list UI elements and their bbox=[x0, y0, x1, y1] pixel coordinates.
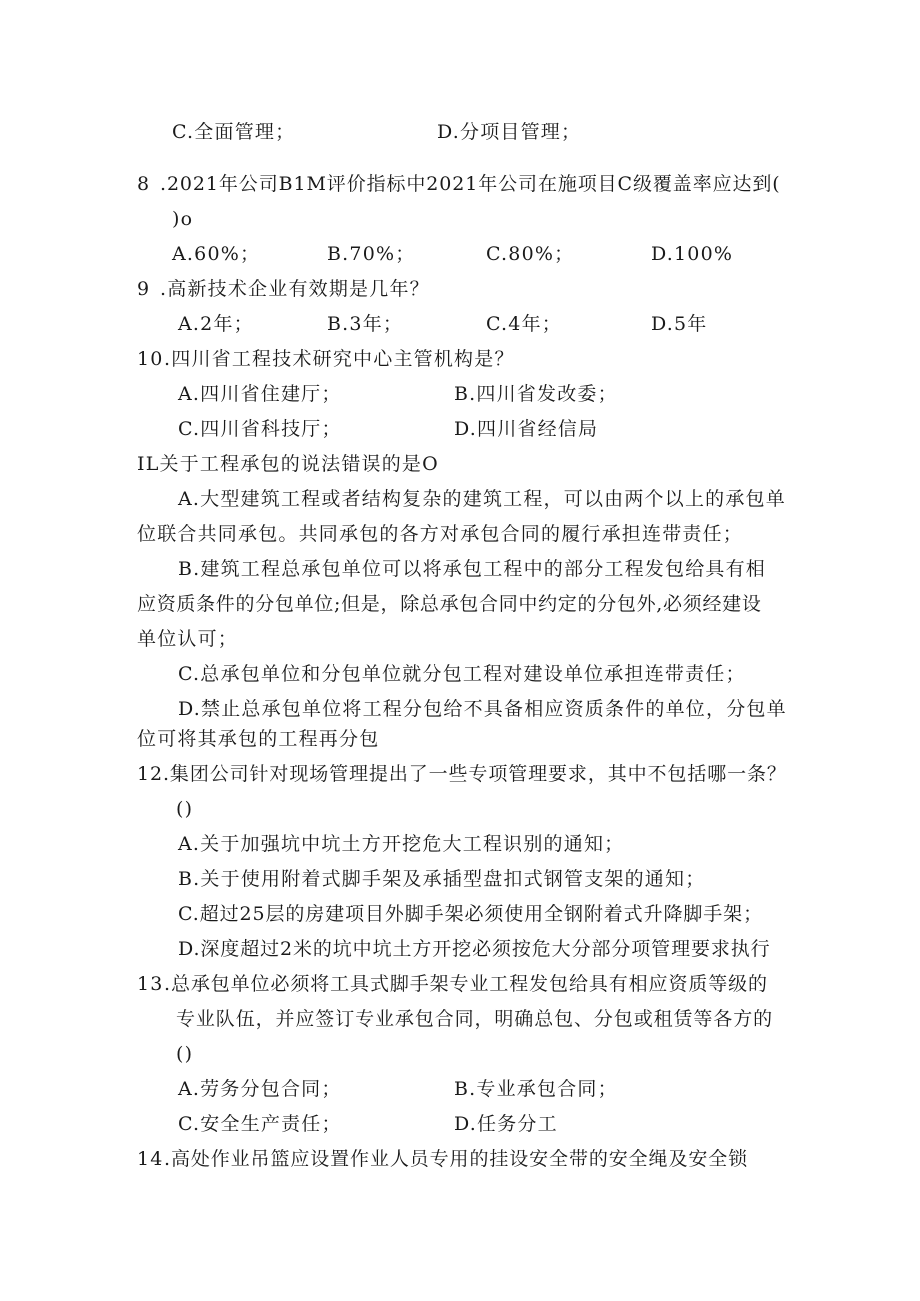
q12-stem: 12.集团公司针对现场管理提出了一些专项管理要求，其中不包括哪一条？ bbox=[137, 763, 787, 785]
q14-stem: .高处作业吊篮应设置作业人员专用的挂设安全带的安全绳及安全锁 bbox=[164, 1148, 749, 1170]
q13-stem-cont: 专业队伍，并应签订专业承包合同，明确总包、分包或租赁等各方的 bbox=[176, 1008, 774, 1030]
q11-option-d-cont: 位可将其承包的工程再分包 bbox=[137, 728, 380, 750]
q13-option-d: D.任务分工 bbox=[454, 1113, 558, 1135]
q10-stem: .四川省工程技术研究中心主管机构是？ bbox=[164, 348, 515, 370]
q10-number: 10 bbox=[137, 348, 164, 370]
q7-option-c: C.全面管理； bbox=[172, 121, 296, 143]
q8-number: 8 bbox=[137, 173, 151, 195]
q11-option-a-cont: 位联合共同承包。共同承包的各方对承包合同的履行承担连带责任； bbox=[137, 523, 744, 545]
q12-option-b: B.关于使用附着式脚手架及承插型盘扣式钢管支架的通知； bbox=[178, 868, 706, 890]
q10-option-a: A.四川省住建厅； bbox=[178, 383, 342, 405]
q8-option-d: D.100% bbox=[651, 243, 734, 265]
q9-stem: .高新技术企业有效期是几年？ bbox=[160, 278, 430, 300]
q12-blank: () bbox=[176, 798, 194, 820]
q13-option-b: B.专业承包合同； bbox=[454, 1078, 618, 1100]
q8-stem: .2021年公司B1M评价指标中2021年公司在施项目C级覆盖率应达到( bbox=[160, 173, 781, 195]
q9-option-b: B.3年； bbox=[327, 313, 404, 335]
q12-option-a: A.关于加强坑中坑土方开挖危大工程识别的通知； bbox=[178, 833, 625, 855]
q14-number: 14 bbox=[137, 1148, 164, 1170]
q11-option-d: D.禁止总承包单位将工程分包给不具备相应资质条件的单位，分包单 bbox=[178, 698, 787, 720]
q9-number: 9 bbox=[137, 278, 151, 300]
q13-stem: .总承包单位必须将工具式脚手架专业工程发包给具有相应资质等级的 bbox=[164, 973, 768, 995]
q10-option-d: D.四川省经信局 bbox=[454, 418, 599, 440]
q9-option-c: C.4年； bbox=[486, 313, 562, 335]
q13-blank: () bbox=[176, 1043, 194, 1065]
q9-option-a: A.2年； bbox=[178, 313, 254, 335]
q11-option-c: C.总承包单位和分包单位就分包工程对建设单位承担连带责任； bbox=[178, 663, 746, 685]
q11-option-b-cont: 应资质条件的分包单位;但是，除总承包合同中约定的分包外,必须经建设 bbox=[137, 593, 762, 615]
q11-option-b: B.建筑工程总承包单位可以将承包工程中的部分工程发包给具有相 bbox=[178, 558, 767, 580]
q13-option-c: C.安全生产责任； bbox=[178, 1113, 342, 1135]
q8-stem-cont: )o bbox=[172, 208, 194, 230]
q7-option-d: D.分项目管理； bbox=[437, 121, 582, 143]
q8-option-a: A.60%； bbox=[172, 243, 261, 265]
q13-number: 13 bbox=[137, 973, 164, 995]
q10-option-c: C.四川省科技厅； bbox=[178, 418, 342, 440]
q10-option-b: B.四川省发改委； bbox=[454, 383, 618, 405]
q8-option-c: C.80%； bbox=[486, 243, 575, 265]
q12-option-d: D.深度超过2米的坑中坑土方开挖必须按危大分部分项管理要求执行 bbox=[178, 938, 771, 960]
q11-option-a: A.大型建筑工程或者结构复杂的建筑工程，可以由两个以上的承包单 bbox=[178, 488, 786, 510]
q12-option-c: C.超过25层的房建项目外脚手架必须使用全钢附着式升降脚手架； bbox=[178, 903, 763, 925]
q8-option-b: B.70%； bbox=[327, 243, 416, 265]
q9-option-d: D.5年 bbox=[651, 313, 708, 335]
q11-stem: IL关于工程承包的说法错误的是O bbox=[137, 453, 439, 475]
q13-option-a: A.劳务分包合同； bbox=[178, 1078, 342, 1100]
q11-option-b-cont2: 单位认可； bbox=[137, 628, 239, 650]
